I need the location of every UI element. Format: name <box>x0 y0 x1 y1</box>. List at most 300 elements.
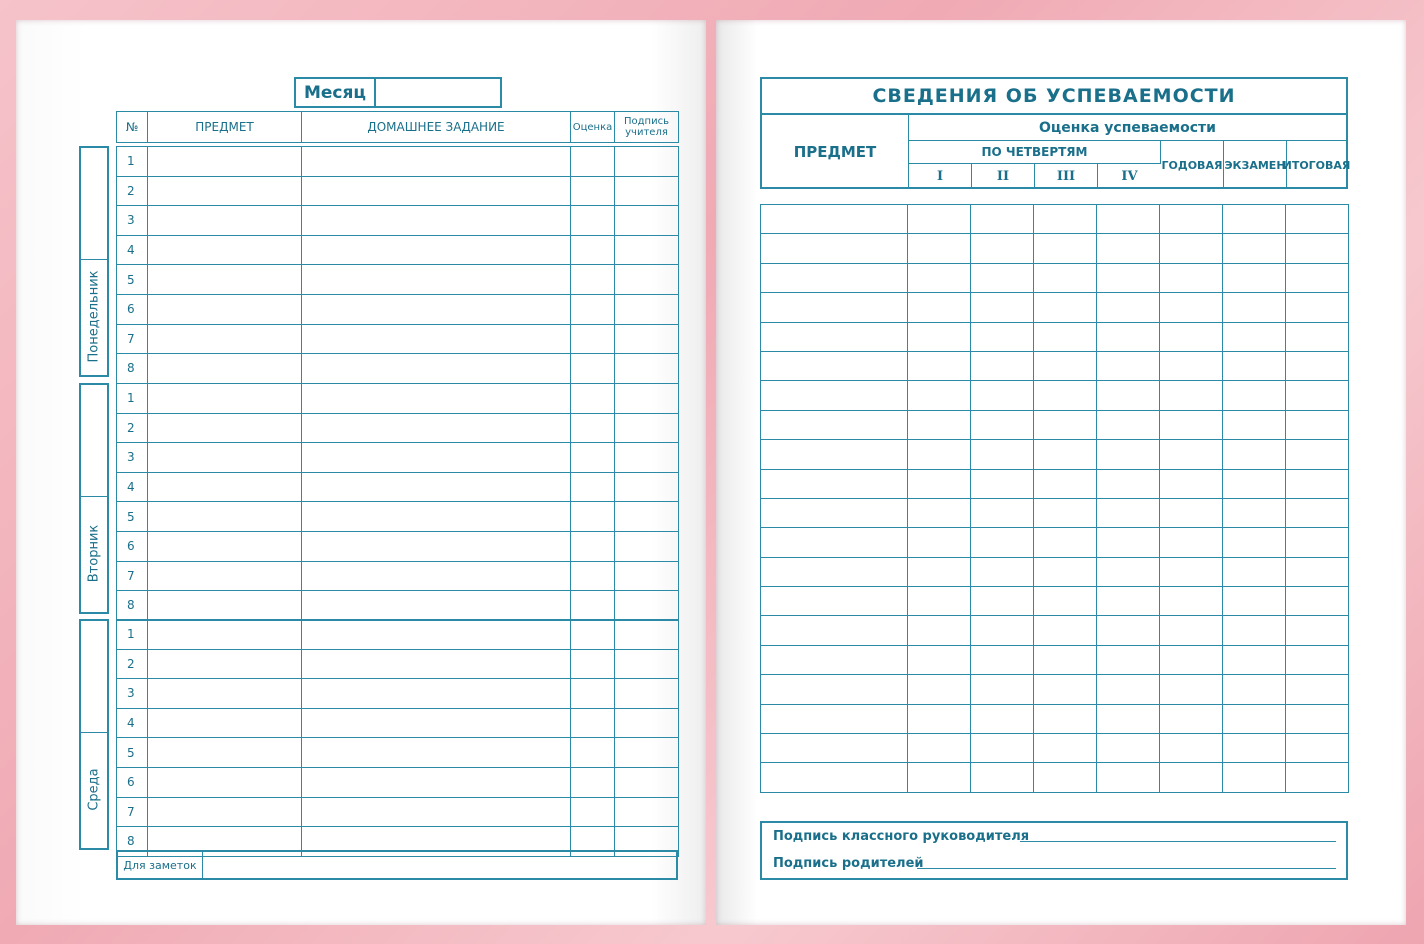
grade-value-cell[interactable] <box>1160 381 1223 410</box>
subject-cell[interactable] <box>148 147 302 177</box>
grade-value-cell[interactable] <box>1223 351 1286 380</box>
grade-value-cell[interactable] <box>971 205 1034 234</box>
grade-value-cell[interactable] <box>971 675 1034 704</box>
grade-value-cell[interactable] <box>1286 587 1349 616</box>
grade-value-cell[interactable] <box>971 440 1034 469</box>
subject-name-cell[interactable] <box>761 734 908 763</box>
grade-value-cell[interactable] <box>908 381 971 410</box>
subject-cell[interactable] <box>148 206 302 236</box>
lesson-row <box>117 147 679 177</box>
grade-value-cell[interactable] <box>1097 205 1160 234</box>
parents-signature-line[interactable] <box>917 868 1336 869</box>
grade-value-cell[interactable] <box>908 410 971 439</box>
grade-value-cell[interactable] <box>908 293 971 322</box>
grade-value-cell[interactable] <box>1034 763 1097 792</box>
grades-row <box>761 528 1349 557</box>
grade-value-cell[interactable] <box>1034 234 1097 263</box>
grade-value-cell[interactable] <box>1034 322 1097 351</box>
signature-cell[interactable] <box>615 265 679 295</box>
grade-cell[interactable] <box>571 413 615 443</box>
homework-cell[interactable] <box>302 176 571 206</box>
subject-cell[interactable] <box>148 649 302 679</box>
subject-name-cell[interactable] <box>761 675 908 704</box>
grade-value-cell[interactable] <box>908 205 971 234</box>
grades-title: СВЕДЕНИЯ ОБ УСПЕВАЕМОСТИ <box>762 79 1346 115</box>
lesson-row <box>117 502 679 532</box>
grade-value-cell[interactable] <box>1286 381 1349 410</box>
grade-value-cell[interactable] <box>1034 645 1097 674</box>
subject-name-cell[interactable] <box>761 616 908 645</box>
grades-table <box>760 204 1349 793</box>
day-tab <box>79 146 109 377</box>
grade-value-cell[interactable] <box>908 557 971 586</box>
subject-cell[interactable] <box>148 265 302 295</box>
signature-cell[interactable] <box>615 472 679 502</box>
homework-cell[interactable] <box>302 235 571 265</box>
lesson-number: 3 <box>117 679 148 709</box>
lesson-number: 4 <box>117 708 148 738</box>
grade-cell[interactable] <box>571 561 615 591</box>
grade-value-cell[interactable] <box>1286 734 1349 763</box>
grade-value-cell[interactable] <box>1286 557 1349 586</box>
grade-value-cell[interactable] <box>1034 351 1097 380</box>
homework-cell[interactable] <box>302 561 571 591</box>
grade-value-cell[interactable] <box>1286 293 1349 322</box>
quarters-header: ПО ЧЕТВЕРТЯМ <box>909 141 1161 164</box>
notes-field[interactable] <box>116 850 678 880</box>
grade-value-cell[interactable] <box>908 322 971 351</box>
grade-cell[interactable] <box>571 649 615 679</box>
grade-cell[interactable] <box>571 531 615 561</box>
grade-value-cell[interactable] <box>971 498 1034 527</box>
homework-cell[interactable] <box>302 531 571 561</box>
grade-value-cell[interactable] <box>1160 440 1223 469</box>
grade-value-cell[interactable] <box>908 675 971 704</box>
subject-name-cell[interactable] <box>761 410 908 439</box>
grade-value-cell[interactable] <box>1034 704 1097 733</box>
grade-cell[interactable] <box>571 354 615 384</box>
subject-cell[interactable] <box>148 235 302 265</box>
grade-value-cell[interactable] <box>1097 351 1160 380</box>
lesson-number: 7 <box>117 324 148 354</box>
grade-value-cell[interactable] <box>1223 587 1286 616</box>
grade-value-cell[interactable] <box>1223 616 1286 645</box>
grade-value-cell[interactable] <box>1160 293 1223 322</box>
grade-value-cell[interactable] <box>971 587 1034 616</box>
grade-value-cell[interactable] <box>1286 704 1349 733</box>
teacher-signature-label: Подпись классного руководителя <box>773 829 1030 844</box>
day-name-wrap <box>81 259 107 375</box>
signature-cell[interactable] <box>615 591 679 621</box>
subject-cell[interactable] <box>148 561 302 591</box>
grade-value-cell[interactable] <box>1160 645 1223 674</box>
grade-value-cell[interactable] <box>1286 351 1349 380</box>
grade-value-cell[interactable] <box>908 616 971 645</box>
grade-value-cell[interactable] <box>1286 205 1349 234</box>
grade-value-cell[interactable] <box>1286 322 1349 351</box>
subject-name-cell[interactable] <box>761 763 908 792</box>
day-name: Понедельник <box>86 270 102 363</box>
grade-value-cell[interactable] <box>908 528 971 557</box>
grade-value-cell[interactable] <box>1160 410 1223 439</box>
grade-value-cell[interactable] <box>1097 616 1160 645</box>
grade-cell[interactable] <box>571 235 615 265</box>
subject-cell[interactable] <box>148 679 302 709</box>
homework-cell[interactable] <box>302 413 571 443</box>
day-table <box>116 146 679 384</box>
subject-name-cell[interactable] <box>761 351 908 380</box>
homework-cell[interactable] <box>302 294 571 324</box>
subject-name-cell[interactable] <box>761 205 908 234</box>
grade-value-cell[interactable] <box>1223 263 1286 292</box>
signature-cell[interactable] <box>615 176 679 206</box>
homework-cell[interactable] <box>302 354 571 384</box>
grades-row <box>761 322 1349 351</box>
grade-value-cell[interactable] <box>1223 498 1286 527</box>
grades-row <box>761 616 1349 645</box>
grade-value-cell[interactable] <box>1034 675 1097 704</box>
grade-value-cell[interactable] <box>1223 410 1286 439</box>
grade-cell[interactable] <box>571 384 615 414</box>
subject-name-cell[interactable] <box>761 234 908 263</box>
homework-cell[interactable] <box>302 620 571 650</box>
signature-cell[interactable] <box>615 324 679 354</box>
subject-cell[interactable] <box>148 620 302 650</box>
grade-value-cell[interactable] <box>908 234 971 263</box>
grade-value-cell[interactable] <box>971 351 1034 380</box>
grade-cell[interactable] <box>571 738 615 768</box>
grade-value-cell[interactable] <box>1034 410 1097 439</box>
day-name-wrap <box>81 496 107 612</box>
grade-cell[interactable] <box>571 767 615 797</box>
grade-value-cell[interactable] <box>1097 645 1160 674</box>
grade-value-cell[interactable] <box>1223 645 1286 674</box>
grade-value-cell[interactable] <box>1286 645 1349 674</box>
lesson-number: 6 <box>117 294 148 324</box>
grade-value-cell[interactable] <box>1160 351 1223 380</box>
grade-value-cell[interactable] <box>1097 675 1160 704</box>
grade-value-cell[interactable] <box>1034 469 1097 498</box>
grades-row <box>761 763 1349 792</box>
grade-value-cell[interactable] <box>971 557 1034 586</box>
subject-name-cell[interactable] <box>761 587 908 616</box>
grade-value-cell[interactable] <box>1286 675 1349 704</box>
grade-value-cell[interactable] <box>1286 763 1349 792</box>
lesson-number: 8 <box>117 591 148 621</box>
homework-cell[interactable] <box>302 797 571 827</box>
grade-value-cell[interactable] <box>1160 763 1223 792</box>
grade-value-cell[interactable] <box>908 440 971 469</box>
grade-value-cell[interactable] <box>971 528 1034 557</box>
signature-cell[interactable] <box>615 502 679 532</box>
grades-row <box>761 587 1349 616</box>
grade-value-cell[interactable] <box>1223 734 1286 763</box>
annual-header: ГОДОВАЯ <box>1161 141 1224 189</box>
grade-cell[interactable] <box>571 797 615 827</box>
homework-cell[interactable] <box>302 472 571 502</box>
grade-value-cell[interactable] <box>908 704 971 733</box>
grade-value-cell[interactable] <box>1097 498 1160 527</box>
grade-value-cell[interactable] <box>1160 734 1223 763</box>
homework-cell[interactable] <box>302 384 571 414</box>
lesson-row <box>117 324 679 354</box>
subject-cell[interactable] <box>148 294 302 324</box>
homework-cell[interactable] <box>302 324 571 354</box>
grade-value-cell[interactable] <box>1160 205 1223 234</box>
grade-value-cell[interactable] <box>1223 234 1286 263</box>
grade-cell[interactable] <box>571 176 615 206</box>
grade-value-cell[interactable] <box>1223 528 1286 557</box>
homework-cell[interactable] <box>302 147 571 177</box>
grade-value-cell[interactable] <box>1097 734 1160 763</box>
signature-cell[interactable] <box>615 147 679 177</box>
grade-value-cell[interactable] <box>1097 587 1160 616</box>
month-label: Месяц <box>296 79 376 106</box>
subject-cell[interactable] <box>148 413 302 443</box>
grade-value-cell[interactable] <box>1097 763 1160 792</box>
grades-row <box>761 440 1349 469</box>
lesson-number: 7 <box>117 561 148 591</box>
grade-value-cell[interactable] <box>1223 675 1286 704</box>
grade-value-cell[interactable] <box>1223 763 1286 792</box>
subject-name-cell[interactable] <box>761 498 908 527</box>
grade-cell[interactable] <box>571 591 615 621</box>
signature-cell[interactable] <box>615 738 679 768</box>
grade-value-cell[interactable] <box>971 734 1034 763</box>
homework-cell[interactable] <box>302 443 571 473</box>
grade-value-cell[interactable] <box>1160 469 1223 498</box>
subject-name-cell[interactable] <box>761 263 908 292</box>
grade-value-cell[interactable] <box>1097 557 1160 586</box>
grade-value-cell[interactable] <box>1097 234 1160 263</box>
teacher-signature-line[interactable] <box>1020 841 1336 842</box>
homework-cell[interactable] <box>302 708 571 738</box>
grade-cell[interactable] <box>571 206 615 236</box>
grade-value-cell[interactable] <box>971 263 1034 292</box>
signature-cell[interactable] <box>615 294 679 324</box>
grade-cell[interactable] <box>571 265 615 295</box>
subject-cell[interactable] <box>148 591 302 621</box>
subject-cell[interactable] <box>148 502 302 532</box>
grade-value-cell[interactable] <box>1223 322 1286 351</box>
subject-header: ПРЕДМЕТ <box>762 115 909 189</box>
signature-cell[interactable] <box>615 443 679 473</box>
grade-value-cell[interactable] <box>971 410 1034 439</box>
subject-name-cell[interactable] <box>761 381 908 410</box>
grade-cell[interactable] <box>571 294 615 324</box>
subject-cell[interactable] <box>148 384 302 414</box>
homework-cell[interactable] <box>302 738 571 768</box>
grade-value-cell[interactable] <box>971 616 1034 645</box>
homework-cell[interactable] <box>302 679 571 709</box>
grade-value-cell[interactable] <box>1034 528 1097 557</box>
signature-block <box>760 821 1348 880</box>
subject-cell[interactable] <box>148 738 302 768</box>
grades-row <box>761 263 1349 292</box>
homework-cell[interactable] <box>302 591 571 621</box>
grade-value-cell[interactable] <box>1034 734 1097 763</box>
lesson-number: 4 <box>117 235 148 265</box>
grade-value-cell[interactable] <box>1034 440 1097 469</box>
signature-cell[interactable] <box>615 708 679 738</box>
grade-value-cell[interactable] <box>908 734 971 763</box>
grade-value-cell[interactable] <box>908 498 971 527</box>
grade-cell[interactable] <box>571 708 615 738</box>
grade-value-cell[interactable] <box>1223 381 1286 410</box>
grades-row <box>761 205 1349 234</box>
signature-cell[interactable] <box>615 797 679 827</box>
grade-cell[interactable] <box>571 147 615 177</box>
grade-value-cell[interactable] <box>908 469 971 498</box>
grade-value-cell[interactable] <box>908 645 971 674</box>
grade-value-cell[interactable] <box>971 381 1034 410</box>
subject-cell[interactable] <box>148 324 302 354</box>
signature-cell[interactable] <box>615 679 679 709</box>
grade-value-cell[interactable] <box>1034 587 1097 616</box>
homework-cell[interactable] <box>302 767 571 797</box>
grade-value-cell[interactable] <box>1097 440 1160 469</box>
grade-value-cell[interactable] <box>1097 469 1160 498</box>
grades-row <box>761 734 1349 763</box>
subject-cell[interactable] <box>148 472 302 502</box>
grade-value-cell[interactable] <box>1160 616 1223 645</box>
signature-cell[interactable] <box>615 649 679 679</box>
signature-cell[interactable] <box>615 354 679 384</box>
grade-value-cell[interactable] <box>1097 381 1160 410</box>
grade-value-cell[interactable] <box>1286 498 1349 527</box>
lesson-row <box>117 206 679 236</box>
grade-value-cell[interactable] <box>1097 528 1160 557</box>
grade-value-cell[interactable] <box>1097 293 1160 322</box>
homework-cell[interactable] <box>302 502 571 532</box>
grade-value-cell[interactable] <box>971 234 1034 263</box>
month-field[interactable] <box>294 77 502 108</box>
subject-cell[interactable] <box>148 767 302 797</box>
grade-value-cell[interactable] <box>1286 440 1349 469</box>
subject-name-cell[interactable] <box>761 293 908 322</box>
subject-cell[interactable] <box>148 797 302 827</box>
grade-value-cell[interactable] <box>1160 528 1223 557</box>
subject-cell[interactable] <box>148 531 302 561</box>
homework-cell[interactable] <box>302 265 571 295</box>
grade-cell[interactable] <box>571 620 615 650</box>
grade-value-cell[interactable] <box>1160 498 1223 527</box>
lesson-number: 8 <box>117 827 148 857</box>
grade-cell[interactable] <box>571 324 615 354</box>
grade-value-cell[interactable] <box>1034 381 1097 410</box>
grade-value-cell[interactable] <box>1034 498 1097 527</box>
signature-cell[interactable] <box>615 531 679 561</box>
grade-value-cell[interactable] <box>908 763 971 792</box>
subject-cell[interactable] <box>148 354 302 384</box>
grade-value-cell[interactable] <box>1223 469 1286 498</box>
grade-value-cell[interactable] <box>1097 322 1160 351</box>
homework-cell[interactable] <box>302 206 571 236</box>
lesson-row <box>117 176 679 206</box>
grade-value-cell[interactable] <box>1160 587 1223 616</box>
grade-cell[interactable] <box>571 472 615 502</box>
grade-value-cell[interactable] <box>1223 440 1286 469</box>
grade-value-cell[interactable] <box>1286 410 1349 439</box>
grade-value-cell[interactable] <box>971 293 1034 322</box>
grade-value-cell[interactable] <box>971 645 1034 674</box>
signature-cell[interactable] <box>615 561 679 591</box>
lesson-number: 8 <box>117 354 148 384</box>
signature-cell[interactable] <box>615 620 679 650</box>
subject-name-cell[interactable] <box>761 528 908 557</box>
grade-value-cell[interactable] <box>1223 704 1286 733</box>
grade-value-cell[interactable] <box>971 704 1034 733</box>
grade-value-cell[interactable] <box>1034 293 1097 322</box>
day-name: Среда <box>86 768 102 812</box>
signature-cell[interactable] <box>615 767 679 797</box>
lesson-row <box>117 738 679 768</box>
signature-cell[interactable] <box>615 206 679 236</box>
signature-cell[interactable] <box>615 235 679 265</box>
grade-cell[interactable] <box>571 679 615 709</box>
grade-value-cell[interactable] <box>1034 557 1097 586</box>
grade-cell[interactable] <box>571 502 615 532</box>
subject-name-cell[interactable] <box>761 322 908 351</box>
grade-value-cell[interactable] <box>908 587 971 616</box>
grade-value-cell[interactable] <box>1034 616 1097 645</box>
subject-name-cell[interactable] <box>761 645 908 674</box>
signature-cell[interactable] <box>615 384 679 414</box>
grade-value-cell[interactable] <box>1160 263 1223 292</box>
grade-cell[interactable] <box>571 443 615 473</box>
grade-value-cell[interactable] <box>1034 205 1097 234</box>
subject-name-cell[interactable] <box>761 704 908 733</box>
subject-name-cell[interactable] <box>761 557 908 586</box>
grade-value-cell[interactable] <box>1160 557 1223 586</box>
lesson-number: 5 <box>117 738 148 768</box>
signature-cell[interactable] <box>615 413 679 443</box>
homework-cell[interactable] <box>302 649 571 679</box>
grade-value-cell[interactable] <box>1097 410 1160 439</box>
grade-value-cell[interactable] <box>1160 322 1223 351</box>
grade-value-cell[interactable] <box>1223 205 1286 234</box>
grades-row <box>761 469 1349 498</box>
grade-value-cell[interactable] <box>908 263 971 292</box>
grade-value-cell[interactable] <box>971 322 1034 351</box>
subject-name-cell[interactable] <box>761 440 908 469</box>
grade-value-cell[interactable] <box>1286 616 1349 645</box>
grade-value-cell[interactable] <box>1223 557 1286 586</box>
grade-value-cell[interactable] <box>1160 234 1223 263</box>
grade-value-cell[interactable] <box>1160 704 1223 733</box>
grade-value-cell[interactable] <box>1286 528 1349 557</box>
grade-value-cell[interactable] <box>1034 263 1097 292</box>
grade-value-cell[interactable] <box>1223 293 1286 322</box>
lesson-number: 2 <box>117 413 148 443</box>
lesson-row <box>117 472 679 502</box>
grade-value-cell[interactable] <box>1286 234 1349 263</box>
grades-header <box>760 77 1351 189</box>
grade-value-cell[interactable] <box>971 469 1034 498</box>
subject-cell[interactable] <box>148 443 302 473</box>
subject-name-cell[interactable] <box>761 469 908 498</box>
notes-label: Для заметок <box>118 852 203 878</box>
grade-value-cell[interactable] <box>1097 263 1160 292</box>
grade-value-cell[interactable] <box>1286 469 1349 498</box>
grade-value-cell[interactable] <box>1160 675 1223 704</box>
grade-value-cell[interactable] <box>971 763 1034 792</box>
grade-value-cell[interactable] <box>1286 263 1349 292</box>
subject-cell[interactable] <box>148 176 302 206</box>
grade-value-cell[interactable] <box>1097 704 1160 733</box>
grade-value-cell[interactable] <box>908 351 971 380</box>
subject-cell[interactable] <box>148 708 302 738</box>
